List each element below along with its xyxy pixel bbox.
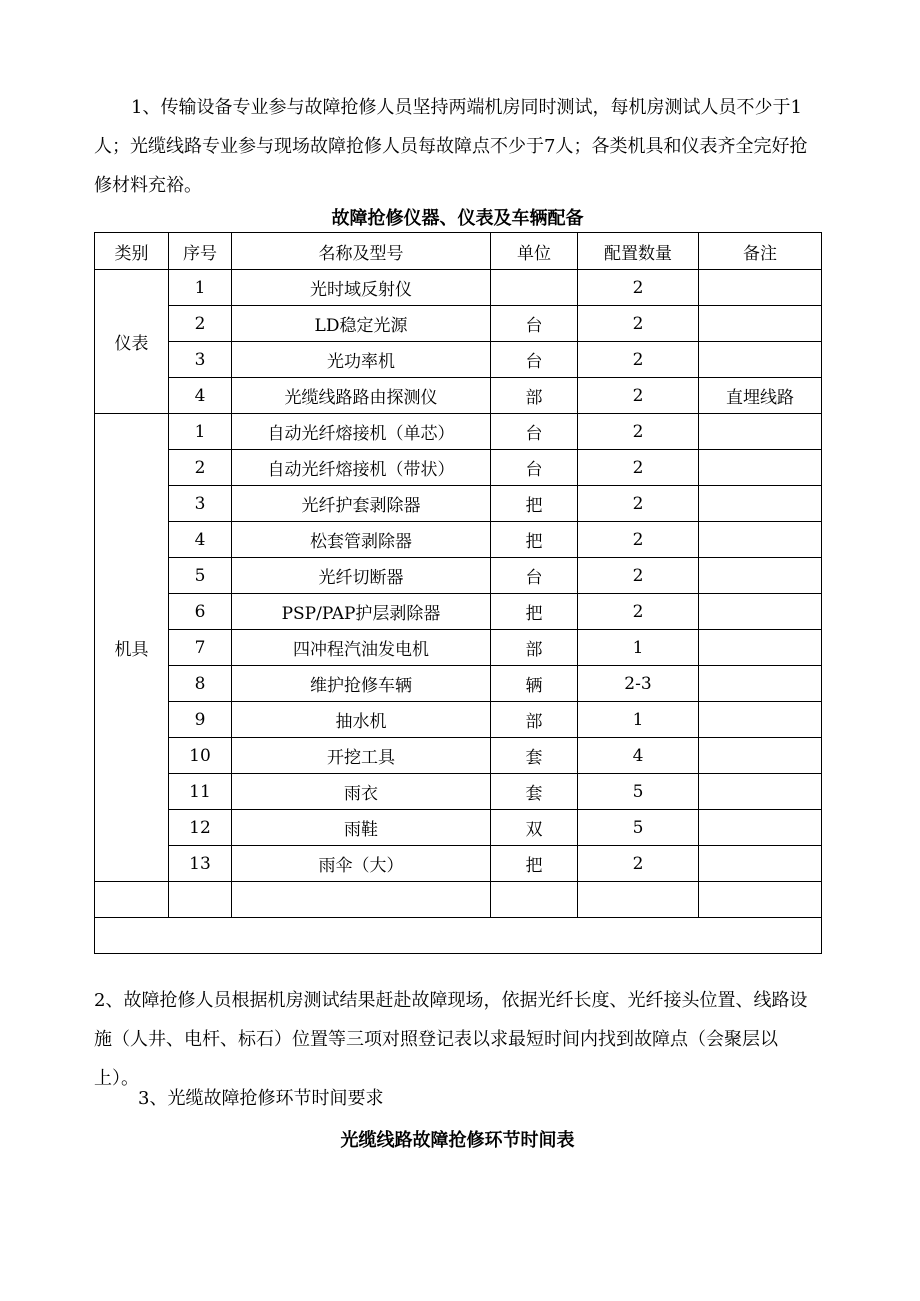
table-row [95, 414, 822, 450]
header-name: 名称及型号 [232, 233, 491, 270]
blank-cell [169, 882, 232, 918]
remark-cell [699, 306, 822, 342]
seq-cell: 11 [169, 774, 232, 810]
header-category: 类别 [95, 233, 169, 270]
name-cell: 开挖工具 [232, 738, 491, 774]
unit-cell: 台 [491, 558, 578, 594]
qty-cell: 5 [578, 810, 699, 846]
unit-cell: 把 [491, 522, 578, 558]
qty-cell: 4 [578, 738, 699, 774]
seq-cell: 6 [169, 594, 232, 630]
seq-cell: 1 [169, 414, 232, 450]
qty-cell: 2 [578, 486, 699, 522]
qty-cell: 2 [578, 558, 699, 594]
name-cell: 光纤护套剥除器 [232, 486, 491, 522]
table-row [95, 270, 822, 306]
seq-cell: 3 [169, 342, 232, 378]
unit-cell: 把 [491, 846, 578, 882]
table-header-row [95, 233, 822, 270]
unit-cell: 套 [491, 774, 578, 810]
name-cell: 光功率机 [232, 342, 491, 378]
seq-cell: 13 [169, 846, 232, 882]
name-cell: 光纤切断器 [232, 558, 491, 594]
remark-cell [699, 810, 822, 846]
blank-cell [491, 882, 578, 918]
seq-cell: 3 [169, 486, 232, 522]
table-row [95, 810, 822, 846]
remark-cell [699, 702, 822, 738]
qty-cell: 1 [578, 630, 699, 666]
table-row [95, 558, 822, 594]
remark-cell [699, 342, 822, 378]
remark-cell [699, 774, 822, 810]
name-cell: 松套管剥除器 [232, 522, 491, 558]
header-seq: 序号 [169, 233, 232, 270]
equipment-table-title: 故障抢修仪器、仪表及车辆配备 [331, 208, 584, 229]
table-row [95, 594, 822, 630]
qty-cell: 2 [578, 342, 699, 378]
seq-cell: 8 [169, 666, 232, 702]
unit-cell [491, 270, 578, 306]
unit-cell: 部 [491, 378, 578, 414]
blank-merged-row [95, 918, 822, 954]
seq-cell: 4 [169, 522, 232, 558]
unit-cell: 部 [491, 630, 578, 666]
qty-cell: 2 [578, 522, 699, 558]
unit-cell: 套 [491, 738, 578, 774]
qty-cell: 2 [578, 450, 699, 486]
qty-cell: 2 [578, 846, 699, 882]
qty-cell: 2-3 [578, 666, 699, 702]
seq-cell: 1 [169, 270, 232, 306]
seq-cell: 5 [169, 558, 232, 594]
name-cell: 抽水机 [232, 702, 491, 738]
unit-cell: 台 [491, 306, 578, 342]
seq-cell: 7 [169, 630, 232, 666]
name-cell: PSP/PAP护层剥除器 [232, 594, 491, 630]
name-cell: 四冲程汽油发电机 [232, 630, 491, 666]
equipment-table [94, 232, 822, 954]
blank-row [95, 882, 822, 918]
qty-cell: 2 [578, 306, 699, 342]
category-cell: 仪表 [95, 270, 169, 414]
name-cell: 维护抢修车辆 [232, 666, 491, 702]
remark-cell [699, 666, 822, 702]
name-cell: 自动光纤熔接机（带状） [232, 450, 491, 486]
paragraph-2: 2、故障抢修人员根据机房测试结果赶赴故障现场，依据光纤长度、光纤接头位置、线路设施（人井、电杆、标石）位置等三项对照登记表以求最短时间内找到故障点（会聚层以上）。 [94, 990, 808, 1089]
unit-cell: 台 [491, 414, 578, 450]
table-row [95, 378, 822, 414]
table-row [95, 342, 822, 378]
table-row [95, 666, 822, 702]
unit-cell: 把 [491, 594, 578, 630]
qty-cell: 5 [578, 774, 699, 810]
header-remark: 备注 [699, 233, 822, 270]
blank-merged-cell [95, 918, 822, 954]
remark-cell [699, 450, 822, 486]
table-row [95, 450, 822, 486]
category-cell: 机具 [95, 414, 169, 882]
name-cell: LD稳定光源 [232, 306, 491, 342]
remark-cell [699, 846, 822, 882]
qty-cell: 2 [578, 270, 699, 306]
qty-cell: 2 [578, 378, 699, 414]
remark-cell [699, 522, 822, 558]
paragraph-1: 1、传输设备专业参与故障抢修人员坚持两端机房同时测试，每机房测试人员不少于1人；光缆线路专业参与现场故障抢修人员每故障点不少于7人；各类机具和仪表齐全完好抢修材料充裕。 [94, 97, 808, 196]
table-row [95, 846, 822, 882]
seq-cell: 12 [169, 810, 232, 846]
unit-cell: 台 [491, 342, 578, 378]
blank-cell [232, 882, 491, 918]
table-row [95, 522, 822, 558]
unit-cell: 把 [491, 486, 578, 522]
remark-cell [699, 486, 822, 522]
remark-cell [699, 558, 822, 594]
name-cell: 光缆线路路由探测仪 [232, 378, 491, 414]
table-row [95, 306, 822, 342]
qty-cell: 2 [578, 594, 699, 630]
name-cell: 雨鞋 [232, 810, 491, 846]
remark-cell: 直埋线路 [699, 378, 822, 414]
name-cell: 光时域反射仪 [232, 270, 491, 306]
remark-cell [699, 738, 822, 774]
qty-cell: 2 [578, 414, 699, 450]
remark-cell [699, 270, 822, 306]
unit-cell: 部 [491, 702, 578, 738]
table-row [95, 738, 822, 774]
seq-cell: 9 [169, 702, 232, 738]
blank-cell [699, 882, 822, 918]
unit-cell: 双 [491, 810, 578, 846]
time-table-title: 光缆线路故障抢修环节时间表 [340, 1130, 575, 1151]
blank-cell [95, 882, 169, 918]
name-cell: 自动光纤熔接机（单芯） [232, 414, 491, 450]
table-row [95, 774, 822, 810]
unit-cell: 辆 [491, 666, 578, 702]
header-unit: 单位 [491, 233, 578, 270]
qty-cell: 1 [578, 702, 699, 738]
name-cell: 雨伞（大） [232, 846, 491, 882]
seq-cell: 10 [169, 738, 232, 774]
seq-cell: 2 [169, 450, 232, 486]
blank-cell [578, 882, 699, 918]
paragraph-3: 3、光缆故障抢修环节时间要求 [138, 1088, 384, 1109]
unit-cell: 台 [491, 450, 578, 486]
seq-cell: 4 [169, 378, 232, 414]
table-row [95, 630, 822, 666]
remark-cell [699, 414, 822, 450]
header-qty: 配置数量 [578, 233, 699, 270]
table-row [95, 486, 822, 522]
table-row [95, 702, 822, 738]
seq-cell: 2 [169, 306, 232, 342]
remark-cell [699, 630, 822, 666]
remark-cell [699, 594, 822, 630]
name-cell: 雨衣 [232, 774, 491, 810]
